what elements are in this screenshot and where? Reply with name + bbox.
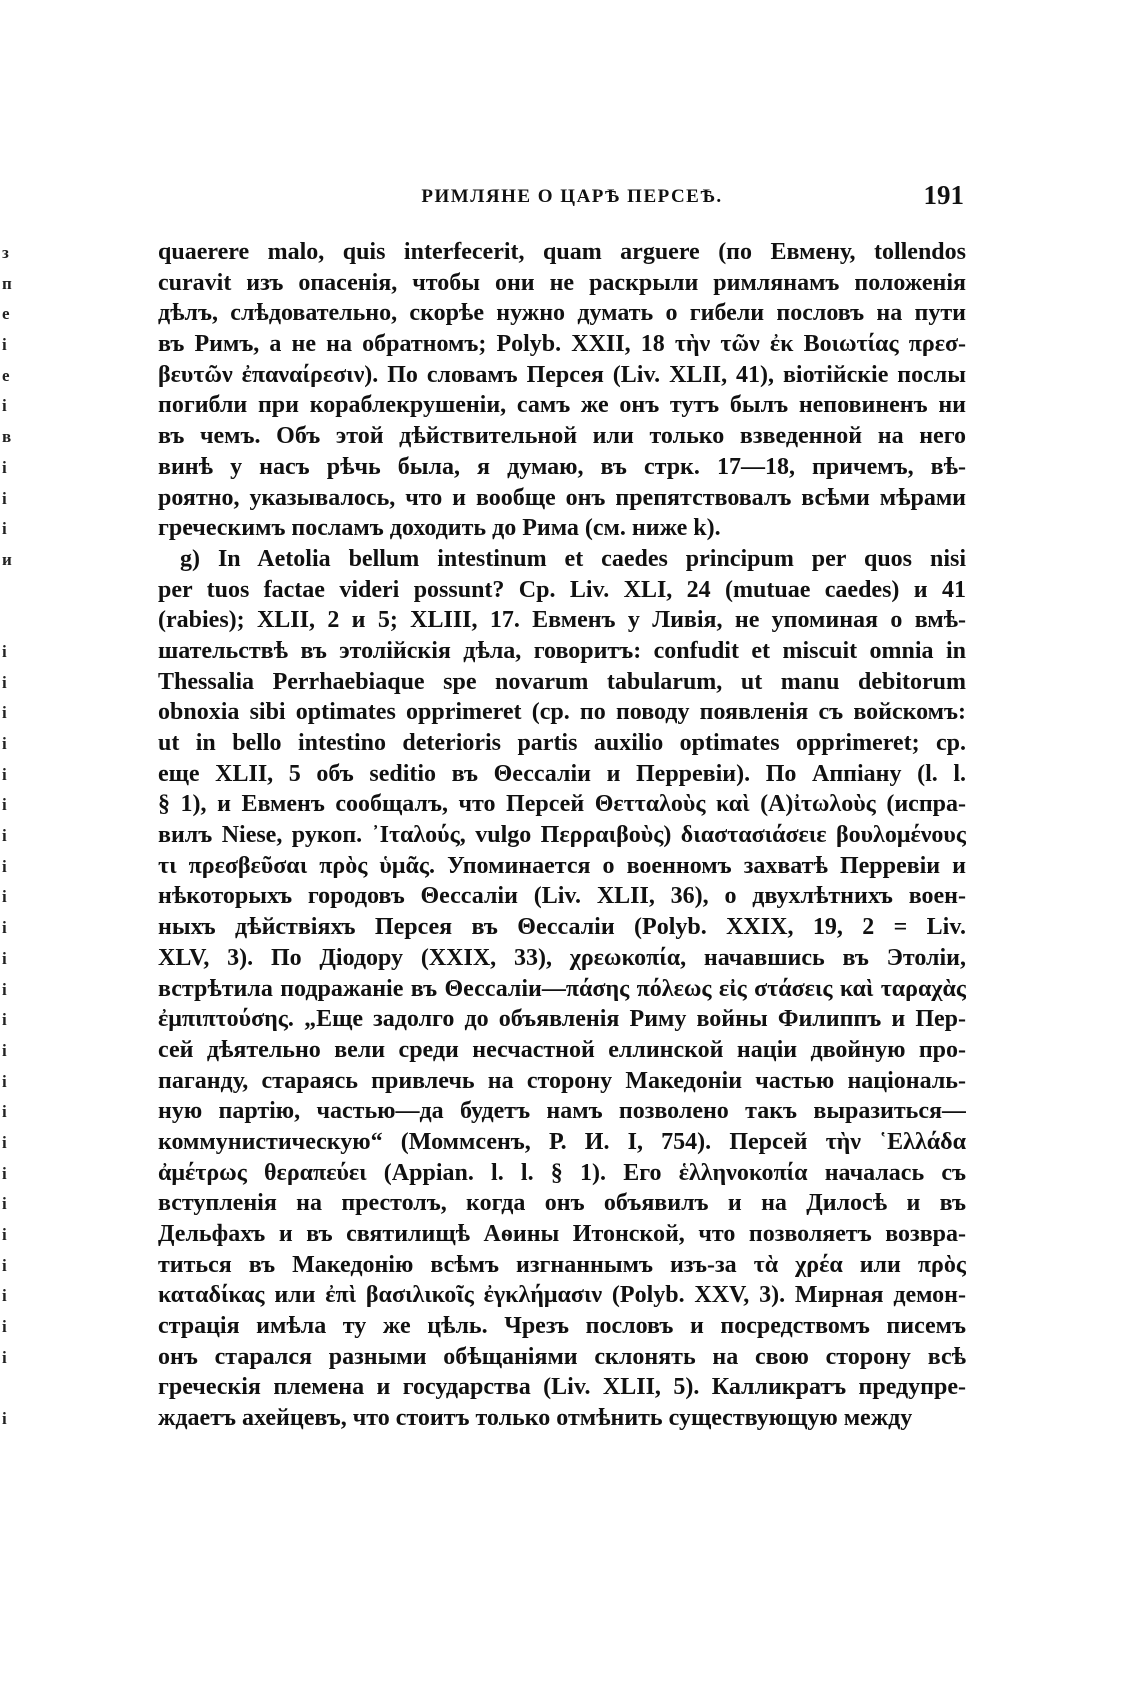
gutter-mark: і xyxy=(2,826,7,846)
text-line: ждаетъ ахейцевъ, что стоитъ только отмѣнить существующую между xyxy=(158,1405,913,1432)
text-line: греческія племена и государства (Liv. XLII, 5). Калликратъ предупре- xyxy=(158,1374,966,1401)
text-line: въ Римъ, а не на обратномъ; Polyb. XXII, 18 τὴν τῶν ἐκ Βοιωτίας πρεσ- xyxy=(158,331,966,358)
text-line: (rabies); XLII, 2 и 5; XLIII, 17. Евменъ у Ливія, не упоминая о вмѣ- xyxy=(158,607,966,634)
text-line: XLV, 3). По Діодору (XXIX, 33), χρεωκοπία, начавшись въ Этоліи, xyxy=(158,944,966,971)
gutter-bleed-marks xyxy=(2,238,18,1435)
running-head xyxy=(162,180,972,220)
gutter-mark xyxy=(2,606,18,637)
gutter-mark: і xyxy=(2,1194,7,1214)
gutter-mark: і xyxy=(2,1225,7,1244)
gutter-mark: і xyxy=(2,1040,7,1060)
text-line: ut in bello intestino deterioris partis auxilio optimates opprimeret; ср. xyxy=(158,730,966,756)
text-line: вилъ Niese, рукоп. ᾿Ιταλούς, vulgo Περραιβοὺς) διαστασιάσειε βουλομένους xyxy=(158,822,966,849)
text-line: § 1), и Евменъ сообщалъ, что Персей Θετταλοὺς καὶ (Α)ἰτωλοὺς (испра- xyxy=(158,791,966,818)
text-line: страція имѣла ту же цѣль. Чрезъ пословъ и посредствомъ писемъ xyxy=(158,1313,966,1340)
text-line: нѣкоторыхъ городовъ Θессаліи (Liv. XLII, 36), о двухлѣтнихъ воен- xyxy=(158,883,966,910)
gutter-mark: і xyxy=(2,1317,7,1337)
text-line: ἀμέτρως θεραπεύει (Appian. l. l. § 1). Его ἑλληνοκοπία началась съ xyxy=(158,1159,966,1186)
text-line: per tuos factae videri possunt? Cp. Liv. XLI, 24 (mutuae caedes) и 41 xyxy=(158,576,966,603)
gutter-mark: і xyxy=(2,1255,7,1275)
text-line: ныхъ дѣйствіяхъ Персея въ Θессаліи (Polyb. XXIX, 19, 2 = Liv. xyxy=(158,914,966,941)
gutter-mark: и xyxy=(2,549,12,569)
text-line: ἐμπιπτούσης. „Еще задолго до объявленія Риму войны Филиппъ и Пер- xyxy=(158,1006,966,1033)
gutter-mark: і xyxy=(2,979,7,999)
text-line: ную партію, частью—да будетъ намъ позволено такъ выразиться— xyxy=(158,1098,966,1125)
text-line: встрѣтила подражаніе въ Θессаліи—πάσης πόλεως εἰς στάσεις καὶ ταραχὰς xyxy=(158,975,966,1002)
gutter-mark: п xyxy=(2,273,12,293)
gutter-mark: і xyxy=(2,488,7,508)
text-line: curavit изъ опасенія, чтобы они не раскрыли римлянамъ положенія xyxy=(158,269,966,296)
gutter-mark: і xyxy=(2,519,7,539)
gutter-mark: і xyxy=(2,1347,7,1367)
gutter-mark: і xyxy=(2,396,7,416)
running-title: РИМЛЯНЕ О ЦАРѢ ПЕРСЕѢ. xyxy=(421,186,723,207)
gutter-mark xyxy=(2,1373,18,1404)
text-line: βευτῶν ἐπαναίρεσιν). По словамъ Персея (Liv. XLII, 41), віотійскіе послы xyxy=(158,361,966,388)
text-line: титься въ Македонію всѣмъ изгнаннымъ изъ-за τὰ χρέα или πρὸς xyxy=(158,1251,966,1278)
gutter-mark: і xyxy=(2,1286,7,1306)
gutter-mark: і xyxy=(2,641,7,661)
gutter-mark xyxy=(2,576,18,607)
text-line: роятно, указывалось, что и вообще онъ препятствовалъ всѣми мѣрами xyxy=(158,484,966,511)
gutter-mark: і xyxy=(2,1071,7,1091)
text-line: obnoxia sibi optimates opprimeret (ср. по поводу появленія съ войскомъ: xyxy=(158,699,966,726)
gutter-mark: і xyxy=(2,1409,7,1429)
gutter-mark: з xyxy=(2,243,9,262)
text-line: погибли при кораблекрушеніи, самъ же онъ тутъ былъ неповиненъ ни xyxy=(158,392,966,419)
gutter-mark: і xyxy=(2,1010,7,1030)
gutter-mark: е xyxy=(2,365,10,385)
gutter-mark: і xyxy=(2,887,7,907)
gutter-mark: і xyxy=(2,918,7,938)
gutter-mark: і xyxy=(2,1102,7,1122)
text-line: онъ старался разными обѣщаніями склонять на свою сторону всѣ xyxy=(158,1343,966,1370)
gutter-mark: і xyxy=(2,672,7,692)
gutter-mark: і xyxy=(2,856,7,876)
text-line: g) In Aetolia bellum intestinum et caedes principum per quos nisi xyxy=(180,545,966,572)
gutter-mark: і xyxy=(2,703,7,723)
text-line: еще XLII, 5 объ seditio въ Θессаліи и Перревіи). По Аппіану (l. l. xyxy=(158,760,966,787)
gutter-mark: і xyxy=(2,948,7,968)
text-line: quaerere malo, quis interfecerit, quam arguere (по Евмену, tollendos xyxy=(158,239,966,265)
page-number: 191 xyxy=(923,180,964,210)
text-line: сей дѣятельно вели среди несчастной еллинской націи двойную про- xyxy=(158,1036,966,1063)
gutter-mark: і xyxy=(2,734,7,753)
text-line: греческимъ посламъ доходить до Рима (см. ниже k). xyxy=(158,515,721,542)
gutter-mark: і xyxy=(2,335,7,355)
text-line: шательствѣ въ этолійскія дѣла, говоритъ: confudit et miscuit omnia in xyxy=(158,637,966,664)
gutter-mark: і xyxy=(2,764,7,784)
text-line: дѣлъ, слѣдовательно, скорѣе нужно думать о гибели пословъ на пути xyxy=(158,300,966,327)
text-line: καταδίκας или ἐπὶ βασιλικοῖς ἐγκλήμασιν (Polyb. XXV, 3). Мирная демон- xyxy=(158,1282,966,1309)
gutter-mark: в xyxy=(2,427,12,447)
text-line: въ чемъ. Объ этой дѣйствительной или только взведенной на него xyxy=(158,423,966,450)
gutter-mark: і xyxy=(2,1163,7,1183)
text-line: Thessalia Perrhaebiaque spe novarum tabularum, ut manu debitorum xyxy=(158,668,966,695)
text-line: винѣ у насъ рѣчь была, я думаю, въ стрк. 17—18, причемъ, вѣ- xyxy=(158,453,966,480)
text-line: Дельфахъ и въ святилищѣ Аѳины Итонской, что позволяетъ возвра- xyxy=(158,1221,966,1247)
gutter-mark: і xyxy=(2,457,7,477)
gutter-mark: і xyxy=(2,1132,7,1152)
text-line: вступленія на престолъ, когда онъ объявилъ и на Дилосѣ и въ xyxy=(158,1190,966,1217)
text-line: коммунистическую“ (Моммсенъ, Р. И. I, 754). Персей τὴν ῾Ελλάδα xyxy=(158,1128,966,1155)
body-text xyxy=(158,237,966,1434)
text-line: τι πρεσβεῦσαι πρὸς ὑμᾶς. Упоминается о военномъ захватѣ Перревіи и xyxy=(158,852,966,879)
gutter-mark: е xyxy=(2,304,10,324)
gutter-mark: і xyxy=(2,795,7,815)
text-line: паганду, стараясь привлечь на сторону Македоніи частью національ- xyxy=(158,1067,966,1094)
